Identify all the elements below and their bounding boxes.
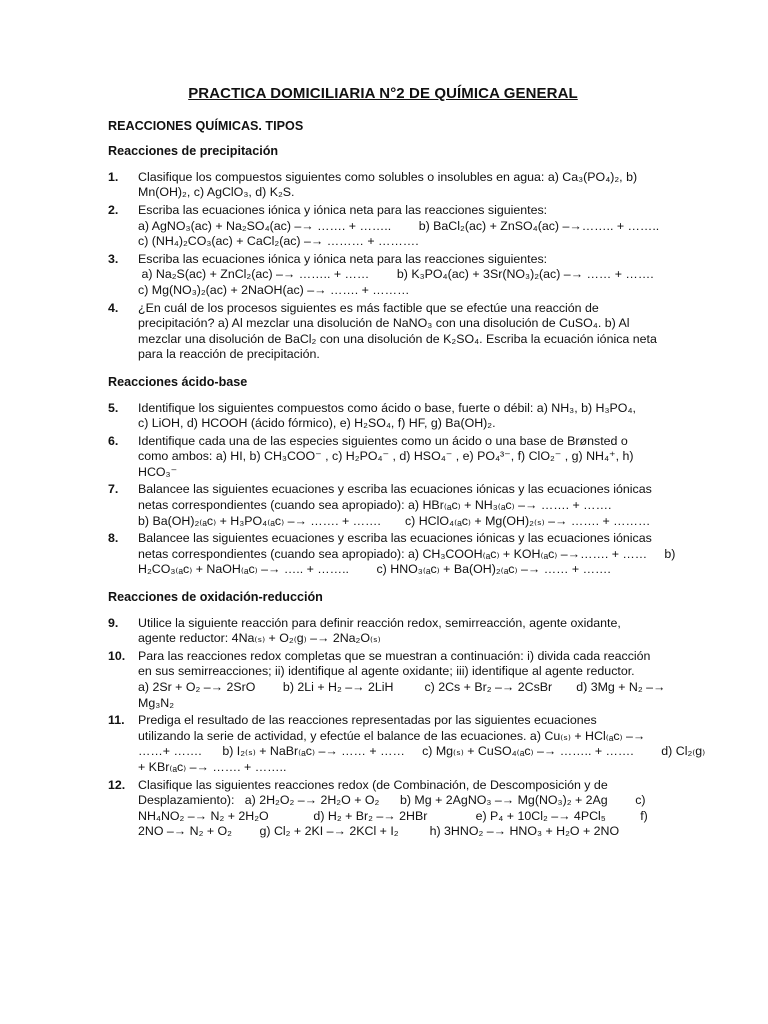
question-item xyxy=(108,301,658,363)
question-list xyxy=(108,170,658,363)
question-line: Balancee las siguientes ecuaciones y escriba las ecuaciones iónicas y las ecuaciones iónicas xyxy=(138,482,652,497)
question-number: 5. xyxy=(108,400,119,415)
question-number: 8. xyxy=(108,531,119,546)
question-line: netas correspondientes (cuando sea apropiado): a) HBr₍ₐc₎ + NH₃₍ₐc₎ –→ ……. + ……. xyxy=(138,498,612,513)
question-item xyxy=(108,252,658,299)
question-line: como ambos: a) HI, b) CH₃COO⁻ , c) H₂PO₄⁻ , d) HSO₄⁻ , e) PO₄³⁻, f) ClO₂⁻ , g) NH₄⁺, h) xyxy=(138,449,634,464)
document-title: PRACTICA DOMICILIARIA N°2 DE QUÍMICA GENERAL xyxy=(188,85,578,102)
question-line: ……+ ……. b) I₂₍ₛ₎ + NaBr₍ₐc₎ –→ …… + …… c) Mg₍ₛ₎ + CuSO₄₍ₐc₎ –→ …….. + ……. d) Cl₂₍g₎ xyxy=(138,744,706,759)
question-line: utilizando la serie de actividad, y efectúe el balance de las ecuaciones. a) Cu₍ₛ₎ + HCl₍ₐc₎ –→ xyxy=(138,728,646,743)
question-number: 6. xyxy=(108,433,119,448)
question-number: 7. xyxy=(108,482,119,497)
question-line: mezclar una disolución de BaCl₂ con una disolución de K₂SO₄. Escriba la ecuación iónica neta xyxy=(138,331,657,346)
section-redox xyxy=(108,590,706,840)
question-line: para la reacción de precipitación. xyxy=(138,347,320,362)
question-line: c) (NH₄)₂CO₃(ac) + CaCl₂(ac) –→ ……… + ………. xyxy=(138,234,419,249)
question-item xyxy=(108,648,666,711)
question-line: Identifique los siguientes compuestos como ácido o base, fuerte o débil: a) NH₃, b) H₃PO₄, xyxy=(138,400,636,415)
section-acid-base xyxy=(108,374,676,578)
question-item xyxy=(108,170,658,201)
question-item xyxy=(108,434,658,481)
question-line: Escriba las ecuaciones iónica y iónica neta para las reacciones siguientes: xyxy=(138,202,548,217)
question-line: a) Na₂S(ac) + ZnCl₂(ac) –→ …….. + …… b) K₃PO₄(ac) + 3Sr(NO₃)₂(ac) –→ …… + ……. xyxy=(138,267,654,282)
question-line: Balancee las siguientes ecuaciones y escriba las ecuaciones iónicas y las ecuaciones iónicas xyxy=(138,531,652,546)
question-line: Clasifique las siguientes reacciones redox (de Combinación, de Descomposición y de xyxy=(138,777,608,792)
question-line: en sus semirreacciones; ii) identifique al agente oxidante; iii) identifique al agente reductor. xyxy=(138,664,635,679)
question-item xyxy=(108,482,658,529)
question-line: Mg₃N₂ xyxy=(138,695,175,710)
question-line: H₂CO₃₍ₐc₎ + NaOH₍ₐc₎ –→ ….. + …….. c) HNO₃₍ₐc₎ + Ba(OH)₂₍ₐc₎ –→ …… + ……. xyxy=(138,562,611,577)
question-line: Utilice la siguiente reacción para definir reacción redox, semirreacción, agente oxidante, xyxy=(138,615,621,630)
question-line: HCO₃⁻ xyxy=(138,464,178,479)
question-line: netas correspondientes (cuando sea apropiado): a) CH₃COOH₍ₐc₎ + KOH₍ₐc₎ –→……. + …… b) xyxy=(138,546,676,561)
question-number: 12. xyxy=(108,777,126,792)
section-precipitation xyxy=(108,144,658,363)
question-line: agente reductor: 4Na₍ₛ₎ + O₂₍g₎ –→ 2Na₂O₍ₛ₎ xyxy=(138,631,381,646)
question-item xyxy=(108,401,658,432)
question-line: Clasifique los compuestos siguientes como solubles o insolubles en agua: a) Ca₃(PO₄)₂, b) xyxy=(138,169,638,184)
question-list xyxy=(108,400,676,579)
question-line: NH₄NO₂ –→ N₂ + 2H₂O d) H₂ + Br₂ –→ 2HBr e) P₄ + 10Cl₂ –→ 4PCl₅ f) xyxy=(138,808,648,823)
question-number: 1. xyxy=(108,169,119,184)
question-item xyxy=(108,203,658,250)
question-number: 9. xyxy=(108,615,119,630)
question-line: Prediga el resultado de las reacciones representadas por las siguientes ecuaciones xyxy=(138,713,597,728)
question-line: Desplazamiento): a) 2H₂O₂ –→ 2H₂O + O₂ b) Mg + 2AgNO₃ –→ Mg(NO₃)₂ + 2Ag c) xyxy=(138,793,646,808)
question-line: a) AgNO₃(ac) + Na₂SO₄(ac) –→ ……. + …….. b) BaCl₂(ac) + ZnSO₄(ac) –→…….. + …….. xyxy=(138,218,660,233)
question-line: ¿En cuál de los procesos siguientes es más factible que se efectúe una reacción de xyxy=(138,300,599,315)
section-heading: Reacciones de precipitación xyxy=(108,144,279,159)
question-item xyxy=(108,531,676,578)
question-number: 2. xyxy=(108,202,119,217)
question-line: + KBr₍ₐc₎ –→ ……. + …….. xyxy=(138,759,287,774)
main-heading: REACCIONES QUÍMICAS. TIPOS xyxy=(108,118,304,133)
question-item xyxy=(108,713,706,775)
section-heading: Reacciones de oxidación-reducción xyxy=(108,590,323,605)
question-number: 10. xyxy=(108,648,126,663)
question-list xyxy=(108,615,706,840)
question-number: 3. xyxy=(108,251,119,266)
question-line: Identifique cada una de las especies siguientes como un ácido o una base de Brønsted o xyxy=(138,433,628,448)
question-item xyxy=(108,778,658,840)
section-heading: Reacciones ácido-base xyxy=(108,374,248,389)
question-line: Para las reacciones redox completas que se muestran a continuación: i) divida cada reacción xyxy=(138,648,651,663)
question-line: c) Mg(NO₃)₂(ac) + 2NaOH(ac) –→ ……. + ……… xyxy=(138,282,410,297)
question-number: 11. xyxy=(108,713,125,728)
question-line: a) 2Sr + O₂ –→ 2SrO b) 2Li + H₂ –→ 2LiH c) 2Cs + Br₂ –→ 2CsBr d) 3Mg + N₂ –→ xyxy=(138,680,666,694)
question-line: b) Ba(OH)₂₍ₐc₎ + H₃PO₄₍ₐc₎ –→ ……. + ……. c) HClO₄₍ₐc₎ + Mg(OH)₂₍ₛ₎ –→ ……. + ……… xyxy=(138,513,651,528)
question-line: Escriba las ecuaciones iónica y iónica neta para las reacciones siguientes: xyxy=(138,251,548,266)
question-number: 4. xyxy=(108,300,119,315)
question-line: c) LiOH, d) HCOOH (ácido fórmico), e) H₂SO₄, f) HF, g) Ba(OH)₂. xyxy=(138,416,496,431)
question-line: Mn(OH)₂, c) AgClO₃, d) K₂S. xyxy=(138,185,295,200)
question-line: precipitación? a) Al mezclar una disolución de NaNO₃ con una disolución de CuSO₄. b) Al xyxy=(138,316,630,331)
question-item xyxy=(108,616,658,647)
question-line: 2NO –→ N₂ + O₂ g) Cl₂ + 2KI –→ 2KCl + I₂ h) 3HNO₂ –→ HNO₃ + H₂O + 2NO xyxy=(138,824,620,839)
